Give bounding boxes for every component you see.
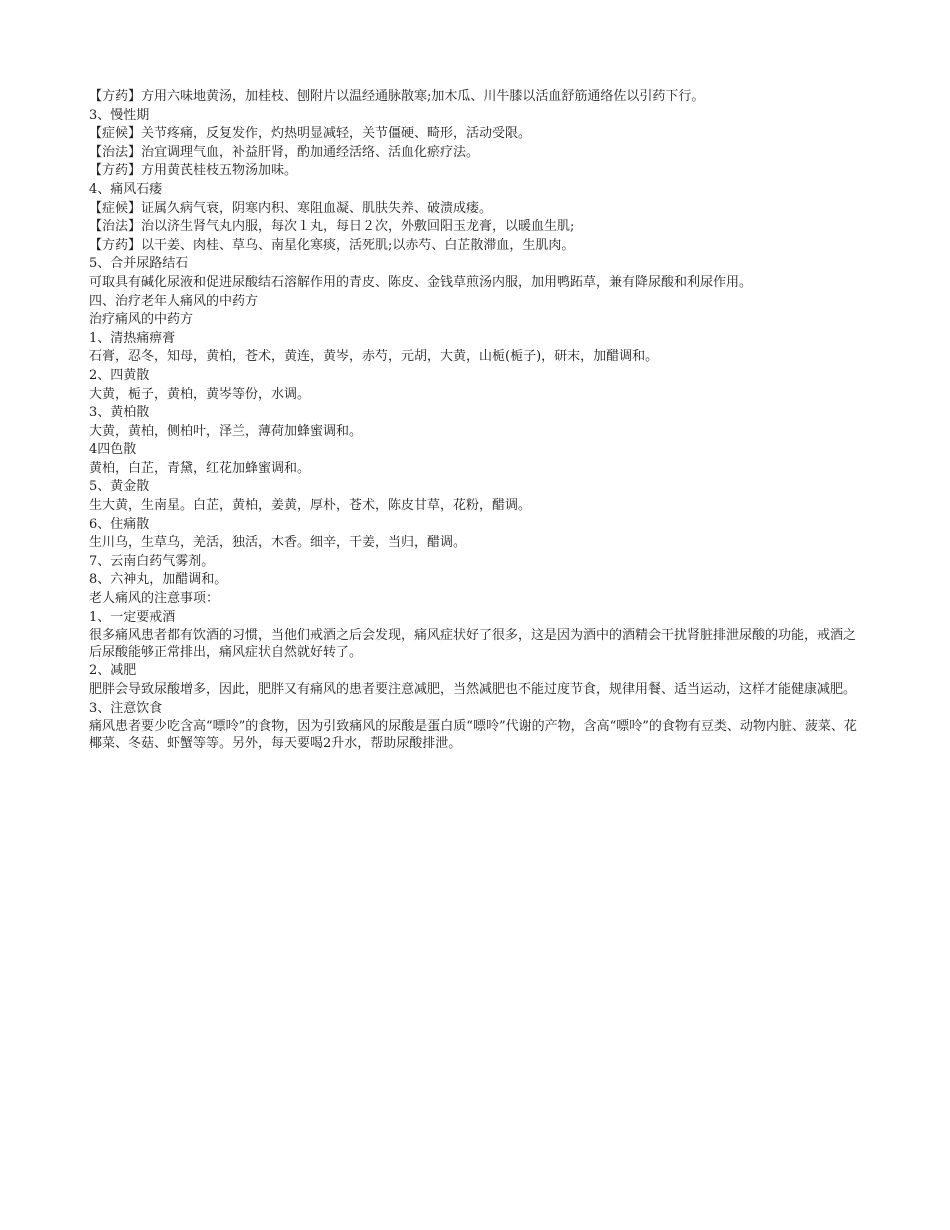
paragraph: 肥胖会导致尿酸增多，因此，肥胖又有痛风的患者要注意减肥，当然减肥也不能过度节食，规律用餐、适当运动，这样才能健康减肥。: [89, 682, 857, 697]
remedy-heading: 2、四黄散: [89, 367, 150, 383]
remedy-text: 生川乌，生草乌，羌活，独活，木香。细辛，干姜，当归，醋调。: [89, 535, 467, 551]
paragraph: 可取具有碱化尿液和促进尿酸结石溶解作用的青皮、陈皮、金钱草煎汤内服，加用鸭跖草，兼有降尿酸和利尿作用。: [89, 274, 753, 290]
section-heading: 四、治疗老年人痛风的中药方: [89, 293, 259, 309]
remedy-text: 石膏，忍冬，知母，黄柏，苍术，黄连，黄岑，赤芍，元胡，大黄，山栀(栀子)，研末，加醋调和。: [89, 349, 659, 365]
remedy-heading: 4四色散: [89, 442, 137, 458]
remedy-heading: 1、清热痛痹膏: [89, 330, 176, 346]
text-line: 【症候】关节疼痛，反复发作，灼热明显减轻，关节僵硬、畸形，活动受限。: [89, 126, 532, 142]
text-line: 【治法】治宜调理气血，补益肝肾，酌加通经活络、活血化瘀疗法。: [89, 144, 480, 160]
tip-heading: 2、减肥: [89, 663, 137, 679]
section-heading: 3、慢性期: [89, 107, 150, 123]
remedy-text: 黄柏，白芷，青黛，红花加蜂蜜调和。: [89, 460, 311, 476]
remedy-text: 生大黄，生南星。白芷，黄柏，姜黄，厚朴，苍术，陈皮甘草，花粉，醋调。: [89, 498, 532, 514]
remedy-text: 大黄，栀子，黄柏，黄岑等份，水调。: [89, 386, 311, 402]
paragraph: 痛风患者要少吃含高“嘌呤”的食物，因为引致痛风的尿酸是蛋白质“嘌呤”代谢的产物，含高“嘌呤”的食物有豆类、动物内脏、菠菜、花椰菜、冬菇、虾蟹等等。另外，每天要喝2升水，帮助尿酸排泄。: [89, 719, 857, 751]
remedy-heading: 6、住痛散: [89, 516, 150, 532]
remedy-heading: 7、云南白药气雾剂。: [89, 553, 215, 569]
section-heading: 5、合并尿路结石: [89, 256, 189, 272]
tip-heading: 3、注意饮食: [89, 700, 163, 716]
text-line: 【方药】以干姜、肉桂、草乌、南星化寒痰，活死肌;以赤芍、白芷散滞血，生肌肉。: [89, 237, 575, 253]
text-line: 【症候】证属久病气衰，阴寒内积、寒阻血凝、肌肤失养、破溃成瘘。: [89, 200, 493, 216]
section-heading: 4、痛风石瘘: [89, 181, 163, 197]
remedy-text: 大黄，黄柏，侧柏叶，泽兰，薄荷加蜂蜜调和。: [89, 423, 363, 439]
section-heading: 治疗痛风的中药方: [89, 312, 194, 328]
text-line: 【方药】方用黄芪桂枝五物汤加味。: [89, 163, 298, 179]
remedy-heading: 5、黄金散: [89, 479, 150, 495]
remedy-heading: 8、六神丸，加醋调和。: [89, 572, 228, 588]
remedy-heading: 3、黄柏散: [89, 405, 150, 421]
text-line: 【治法】治以济生肾气丸内服，每次１丸，每日２次，外敷回阳玉龙膏，以暖血生肌;: [89, 219, 575, 235]
text-line: 【方药】方用六味地黄汤，加桂枝、刨附片以温经通脉散寒;加木瓜、川牛膝以活血舒筋通络佐以引药下行。: [89, 89, 705, 104]
document-body: [89, 89, 861, 754]
tip-heading: 1、一定要戒酒: [89, 609, 176, 625]
section-heading: 老人痛风的注意事项：: [89, 591, 220, 607]
paragraph: 很多痛风患者都有饮酒的习惯，当他们戒酒之后会发现，痛风症状好了很多，这是因为酒中的酒精会干扰肾脏排泄尿酸的功能，戒酒之后尿酸能够正常排出，痛风症状自然就好转了。: [89, 628, 857, 660]
